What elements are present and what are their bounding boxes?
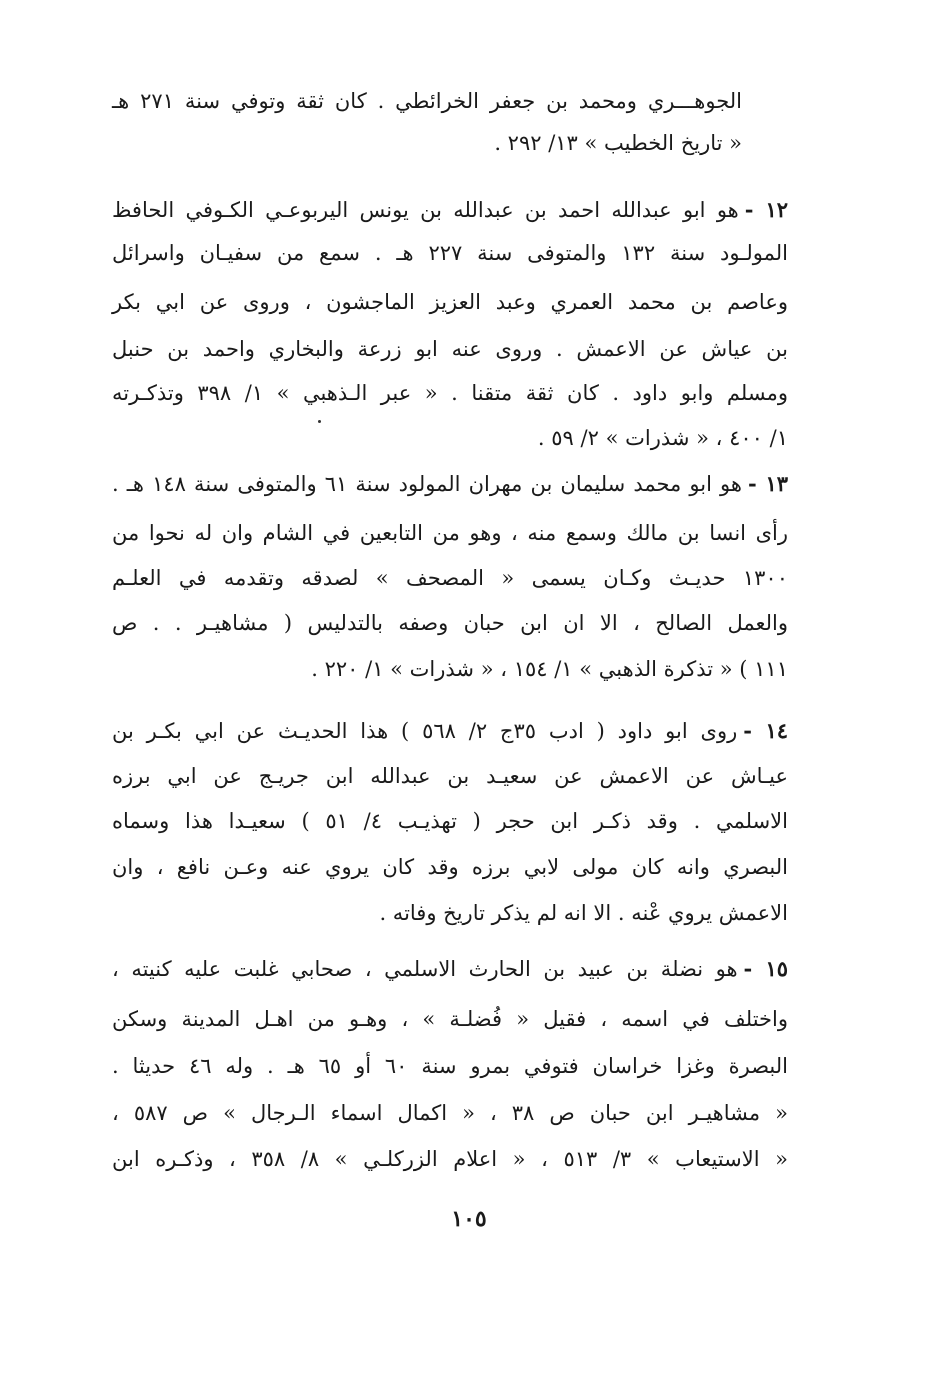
text-line: المولـود سنة ١٣٢ والمتوفى سنة ٢٢٧ هـ . سمع من سفيـان واسرائل [112,241,788,265]
text-line: البصرة وغزا خراسان فتوفي بمرو سنة ٦٠ أو ٦٥ هـ . وله ٤٦ حديثا . [112,1054,788,1078]
text-line: الجوهـــري ومحمد بن جعفر الخرائطي . كان ثقة وتوفي سنة ٢٧١ هـ [112,89,743,113]
text-line: « مشاهيـر ابن حبان ص ٣٨ ، « اكمال اسماء الـرجال » ص ٥٨٧ ، [112,1101,789,1125]
text-line: واختلف في اسمه ، فقيل « فُضلـة » ، وهـو من اهـل المدينة وسكن [112,1007,788,1031]
note-13-first-line [112,469,788,499]
text-line: هو ابو عبدالله احمد بن عبدالله بن يونس اليربوعـي الكـوفي الحافظ [112,198,739,222]
text-line: هو ابو محمد سليمان بن مهران المولود سنة ٦١ والمتوفى سنة ١٤٨ هـ . [112,472,742,496]
text-line: « الاستيعاب » ٣/ ٥١٣ ، « اعلام الزركلـي » ٨/ ٣٥٨ ، وذكـره ابن [112,1147,788,1171]
note-15-first-line [112,954,788,984]
text-line: ومسلم وابو داود . كان ثقة متقنا . « عبر الـذهبي » ١/ ٣٩٨ وتذكـرته [112,381,788,405]
text-line: والعمل الصالح ، الا ان ابن حبان وصفه بالتدليس ( مشاهيـر . . ص [112,611,788,635]
text-line: روى ابو داود ( ادب ٣٥ج ٢/ ٥٦٨ ) هذا الحديـث عن ابي بكـر بن [112,719,738,743]
text-line: ١٣٠٠ حديـث وكـان يسمى « المصحف » لصدقه وتقدمه في العلـم [112,566,788,590]
text-line: الاعمش يروي عْنه . الا انه لم يذكر تاريخ وفاته . [379,901,788,925]
text-line: رأى انسا بن مالك وسمع منه ، وهو من التابعين في الشام وان له نحوا من [112,521,788,545]
note-number: ١٥ - [743,956,788,981]
text-line: « تاريخ الخطيب » ١٣/ ٢٩٢ . [494,131,742,155]
page-number: ١٠٥ [451,1206,487,1232]
note-14-first-line [112,716,788,746]
note-number: ١٤ - [743,718,789,743]
note-12-first-line [112,195,788,225]
text-line: البصري وانه كان مولى لابي برزه وقد كان يروي عنه وعـن نافع ، وان [112,855,788,879]
text-line: هو نضلة بن عبيد بن الحارث الاسلمي ، صحابي غلبت عليه كنيته ، [112,957,738,981]
note-number: ١٣ - [747,471,788,496]
text-line: بن عياش عن الاعمش . وروى عنه ابو زرعة والبخاري واحمد بن حنبل [112,337,788,361]
text-line: وعاصم بن محمد العمري وعبد العزيز الماجشون ، وروى عن ابي بكر [112,290,788,314]
text-line: ١١١ ) « تذكرة الذهبي » ١/ ١٥٤ ، « شذرات » ١/ ٢٢٠ . [311,657,788,681]
note-number: ١٢ - [744,197,788,222]
text-line: ١/ ٤٠٠ ، « شذرات » ٢/ ٥٩ . [537,426,788,450]
text-line: الاسلمي . وقد ذكـر ابن حجر ( تهذيـب ٤/ ٥١ ) سعيـدا هذا وسماه [112,809,788,833]
text-line: عيـاش عن الاعمش عن سعيـد بن عبدالله ابن جريـج عن ابي برزه [112,764,788,788]
